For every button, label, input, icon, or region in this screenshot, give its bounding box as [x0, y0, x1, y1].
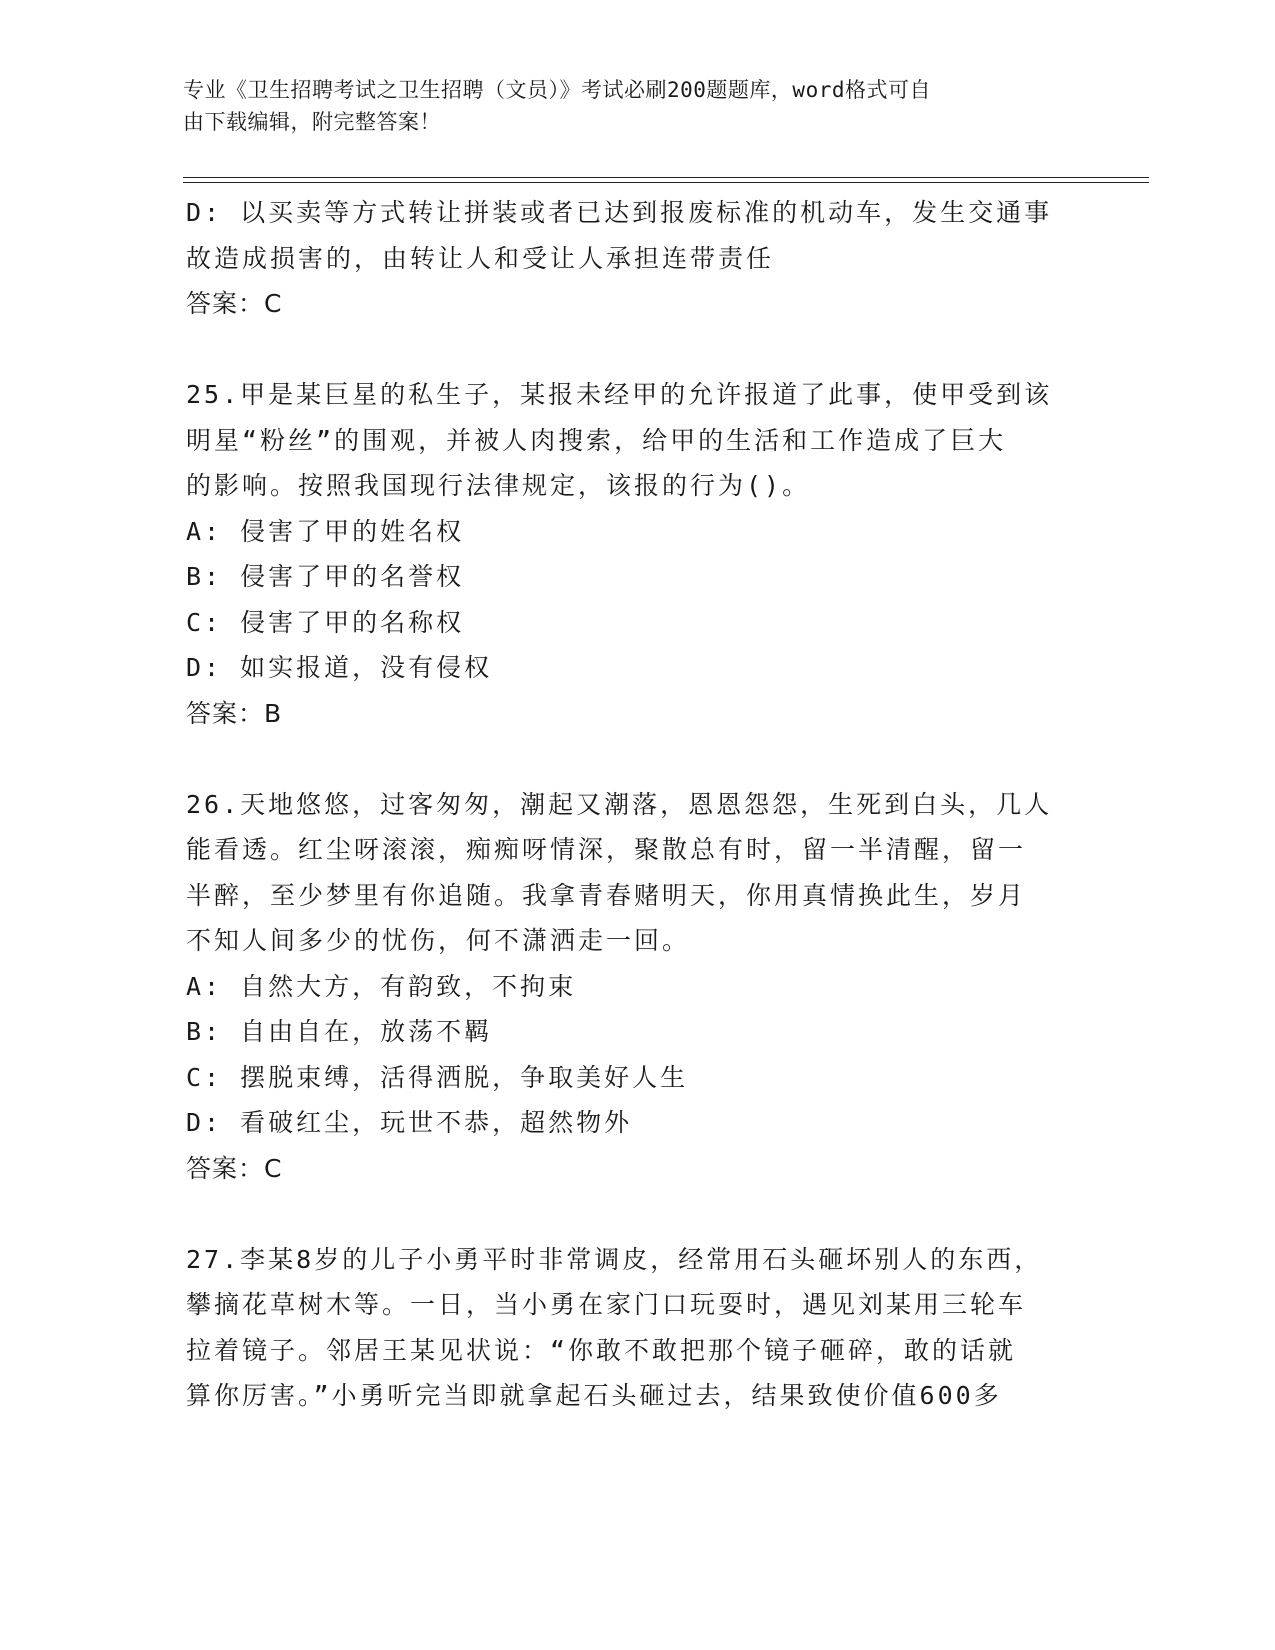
question-stem-line: 25.甲是某巨星的私生子，某报未经甲的允许报道了此事，使甲受到该	[186, 380, 1053, 409]
question-stem-line: 不知人间多少的忧伤，何不潇洒走一回。	[186, 926, 691, 955]
spacer	[186, 327, 1086, 373]
question-stem-line: 算你厉害。”小勇听完当即就拿起石头砸过去，结果致使价值600多	[186, 1381, 1002, 1410]
question-25	[186, 372, 1086, 736]
document-header	[183, 74, 1063, 138]
question-stem-line: 明星“粉丝”的围观，并被人肉搜索，给甲的生活和工作造成了巨大	[186, 425, 1007, 455]
question-stem-line: 的影响。按照我国现行法律规定，该报的行为()。	[186, 471, 811, 500]
header-line-2: 由下载编辑，附完整答案！	[183, 110, 441, 134]
document-body	[186, 190, 1086, 1419]
header-rule-bottom	[183, 182, 1149, 183]
prev-question-block	[186, 190, 1086, 327]
question-27	[186, 1237, 1086, 1419]
answer-line: 答案：B	[186, 698, 283, 728]
question-26	[186, 782, 1086, 1192]
option-b: B: 自由自在，放荡不羁	[186, 1017, 493, 1046]
question-stem-line: 26.天地悠悠，过客匆匆，潮起又潮落，恩恩怨怨，生死到白头，几人	[186, 789, 1053, 819]
spacer	[186, 736, 1086, 782]
question-stem-line: 拉着镜子。邻居王某见状说：“你敢不敢把那个镜子砸碎，敢的话就	[186, 1335, 1017, 1365]
header-line-1: 专业《卫生招聘考试之卫生招聘（文员）》考试必刷200题题库，word格式可自	[183, 78, 931, 102]
option-a: A: 侵害了甲的姓名权	[186, 516, 465, 546]
answer-line: 答案：C	[186, 289, 283, 318]
question-stem-line: 攀摘花草树木等。一日，当小勇在家门口玩耍时，遇见刘某用三轮车	[186, 1290, 1027, 1319]
option-d: D: 看破红尘，玩世不恭，超然物外	[186, 1108, 633, 1137]
question-stem-line: 27.李某8岁的儿子小勇平时非常调皮，经常用石头砸坏别人的东西，	[186, 1244, 1043, 1274]
option-b: B: 侵害了甲的名誉权	[186, 562, 465, 591]
answer-line: 答案：C	[186, 1153, 283, 1183]
option-c: C: 侵害了甲的名称权	[186, 607, 465, 637]
question-stem-line: 能看透。红尘呀滚滚，痴痴呀情深，聚散总有时，留一半清醒，留一	[186, 835, 1027, 864]
option-d: D: 如实报道，没有侵权	[186, 653, 493, 682]
question-stem-line: 半醉，至少梦里有你追随。我拿青春赌明天，你用真情换此生，岁月	[186, 880, 1027, 910]
spacer	[186, 1191, 1086, 1237]
option-d-line-2: 故造成损害的，由转让人和受让人承担连带责任	[186, 243, 775, 273]
option-c: C: 摆脱束缚，活得洒脱，争取美好人生	[186, 1062, 689, 1092]
option-d-line-1: D: 以买卖等方式转让拼装或者已达到报废标准的机动车，发生交通事	[186, 198, 1053, 227]
header-rule-top	[183, 177, 1149, 178]
option-a: A: 自然大方，有韵致，不拘束	[186, 971, 577, 1001]
